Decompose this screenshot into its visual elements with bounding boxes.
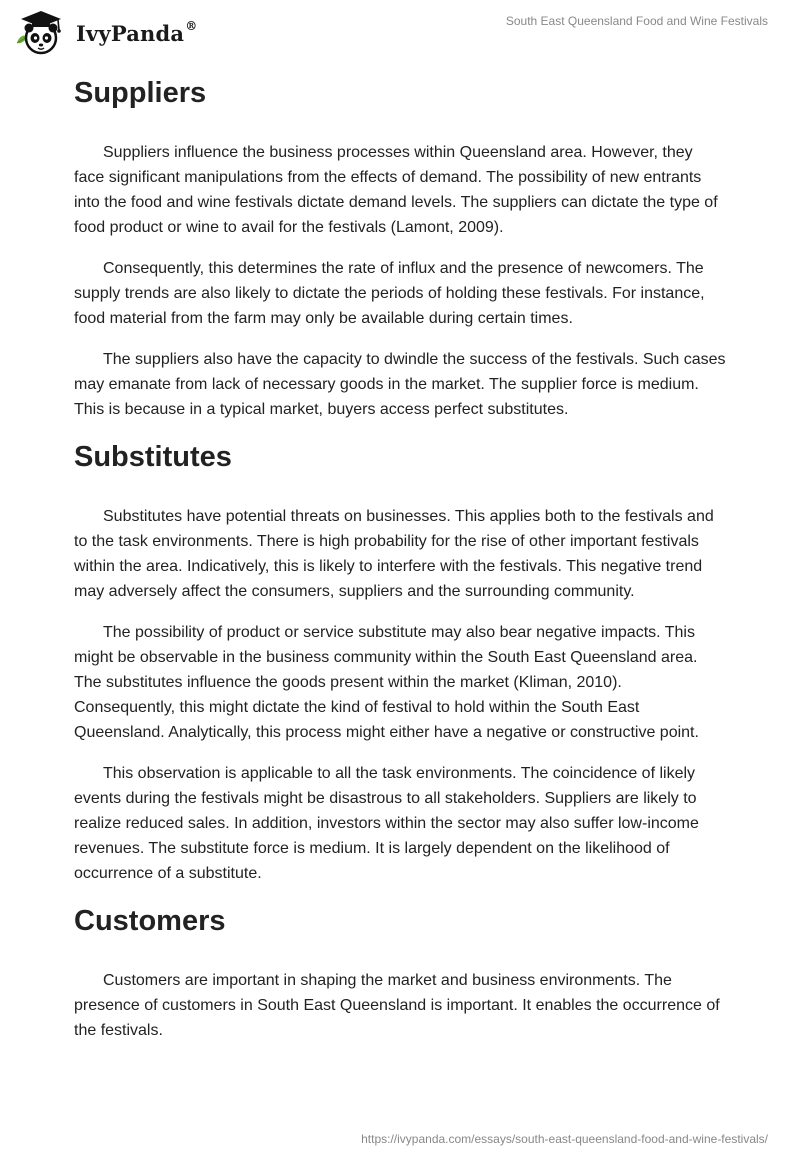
- essay-body: [74, 70, 726, 1043]
- section-heading-suppliers: Suppliers: [74, 77, 207, 109]
- paragraph: Substitutes have potential threats on businesses. This applies both to the festivals and to the task environments. There is high probability for the rise of other important festivals within the area. Indicatively, this is likely to interfere with the festivals. This negative trend may adversely affect the consumers, suppliers and the surrounding community.: [74, 508, 714, 600]
- paragraph: Suppliers influence the business processes within Queensland area. However, they face significant manipulations from the effects of demand. The possibility of new entrants into the food and wine festivals dictate demand levels. The suppliers can dictate the type of food product or wine to avail for the festivals (Lamont, 2009).: [74, 144, 718, 236]
- paragraph: Consequently, this determines the rate of influx and the presence of newcomers. The supply trends are also likely to dictate the periods of holding these festivals. For instance, food material from the farm may only be available during certain times.: [74, 260, 705, 327]
- page-header: [0, 0, 800, 60]
- source-url-link[interactable]: https://ivypanda.com/essays/south-east-queensland-food-and-wine-festivals/: [361, 1132, 768, 1146]
- section-heading-customers: Customers: [74, 905, 226, 937]
- paragraph: The possibility of product or service substitute may also bear negative impacts. This might be observable in the business community within the South East Queensland area. The substitutes influence the goods present within the market (Kliman, 2010). Consequently, this might dictate the kind of festival to hold within the South East Queensland. Analytically, this process might either have a negative or constructive point.: [74, 624, 699, 741]
- paragraph: This observation is applicable to all the task environments. The coincidence of likely events during the festivals might be disastrous to all stakeholders. Suppliers are likely to realize reduced sales. In addition, investors within the sector may also suffer low-income revenues. The substitute force is medium. It is largely dependent on the likelihood of occurrence of a substitute.: [74, 765, 699, 882]
- paragraph: Customers are important in shaping the market and business environments. The presence of customers in South East Queensland is important. It enables the occurrence of the festivals.: [74, 972, 720, 1039]
- brand-name: IvyPanda®: [76, 18, 198, 46]
- ivypanda-logo[interactable]: [14, 8, 197, 56]
- paragraph: The suppliers also have the capacity to dwindle the success of the festivals. Such cases may emanate from lack of necessary goods in the market. The supplier force is medium. This is because in a typical market, buyers access perfect substitutes.: [74, 351, 726, 418]
- panda-graduate-icon: [14, 8, 66, 56]
- document-title: South East Queensland Food and Wine Festivals: [505, 14, 768, 28]
- section-heading-substitutes: Substitutes: [74, 441, 232, 473]
